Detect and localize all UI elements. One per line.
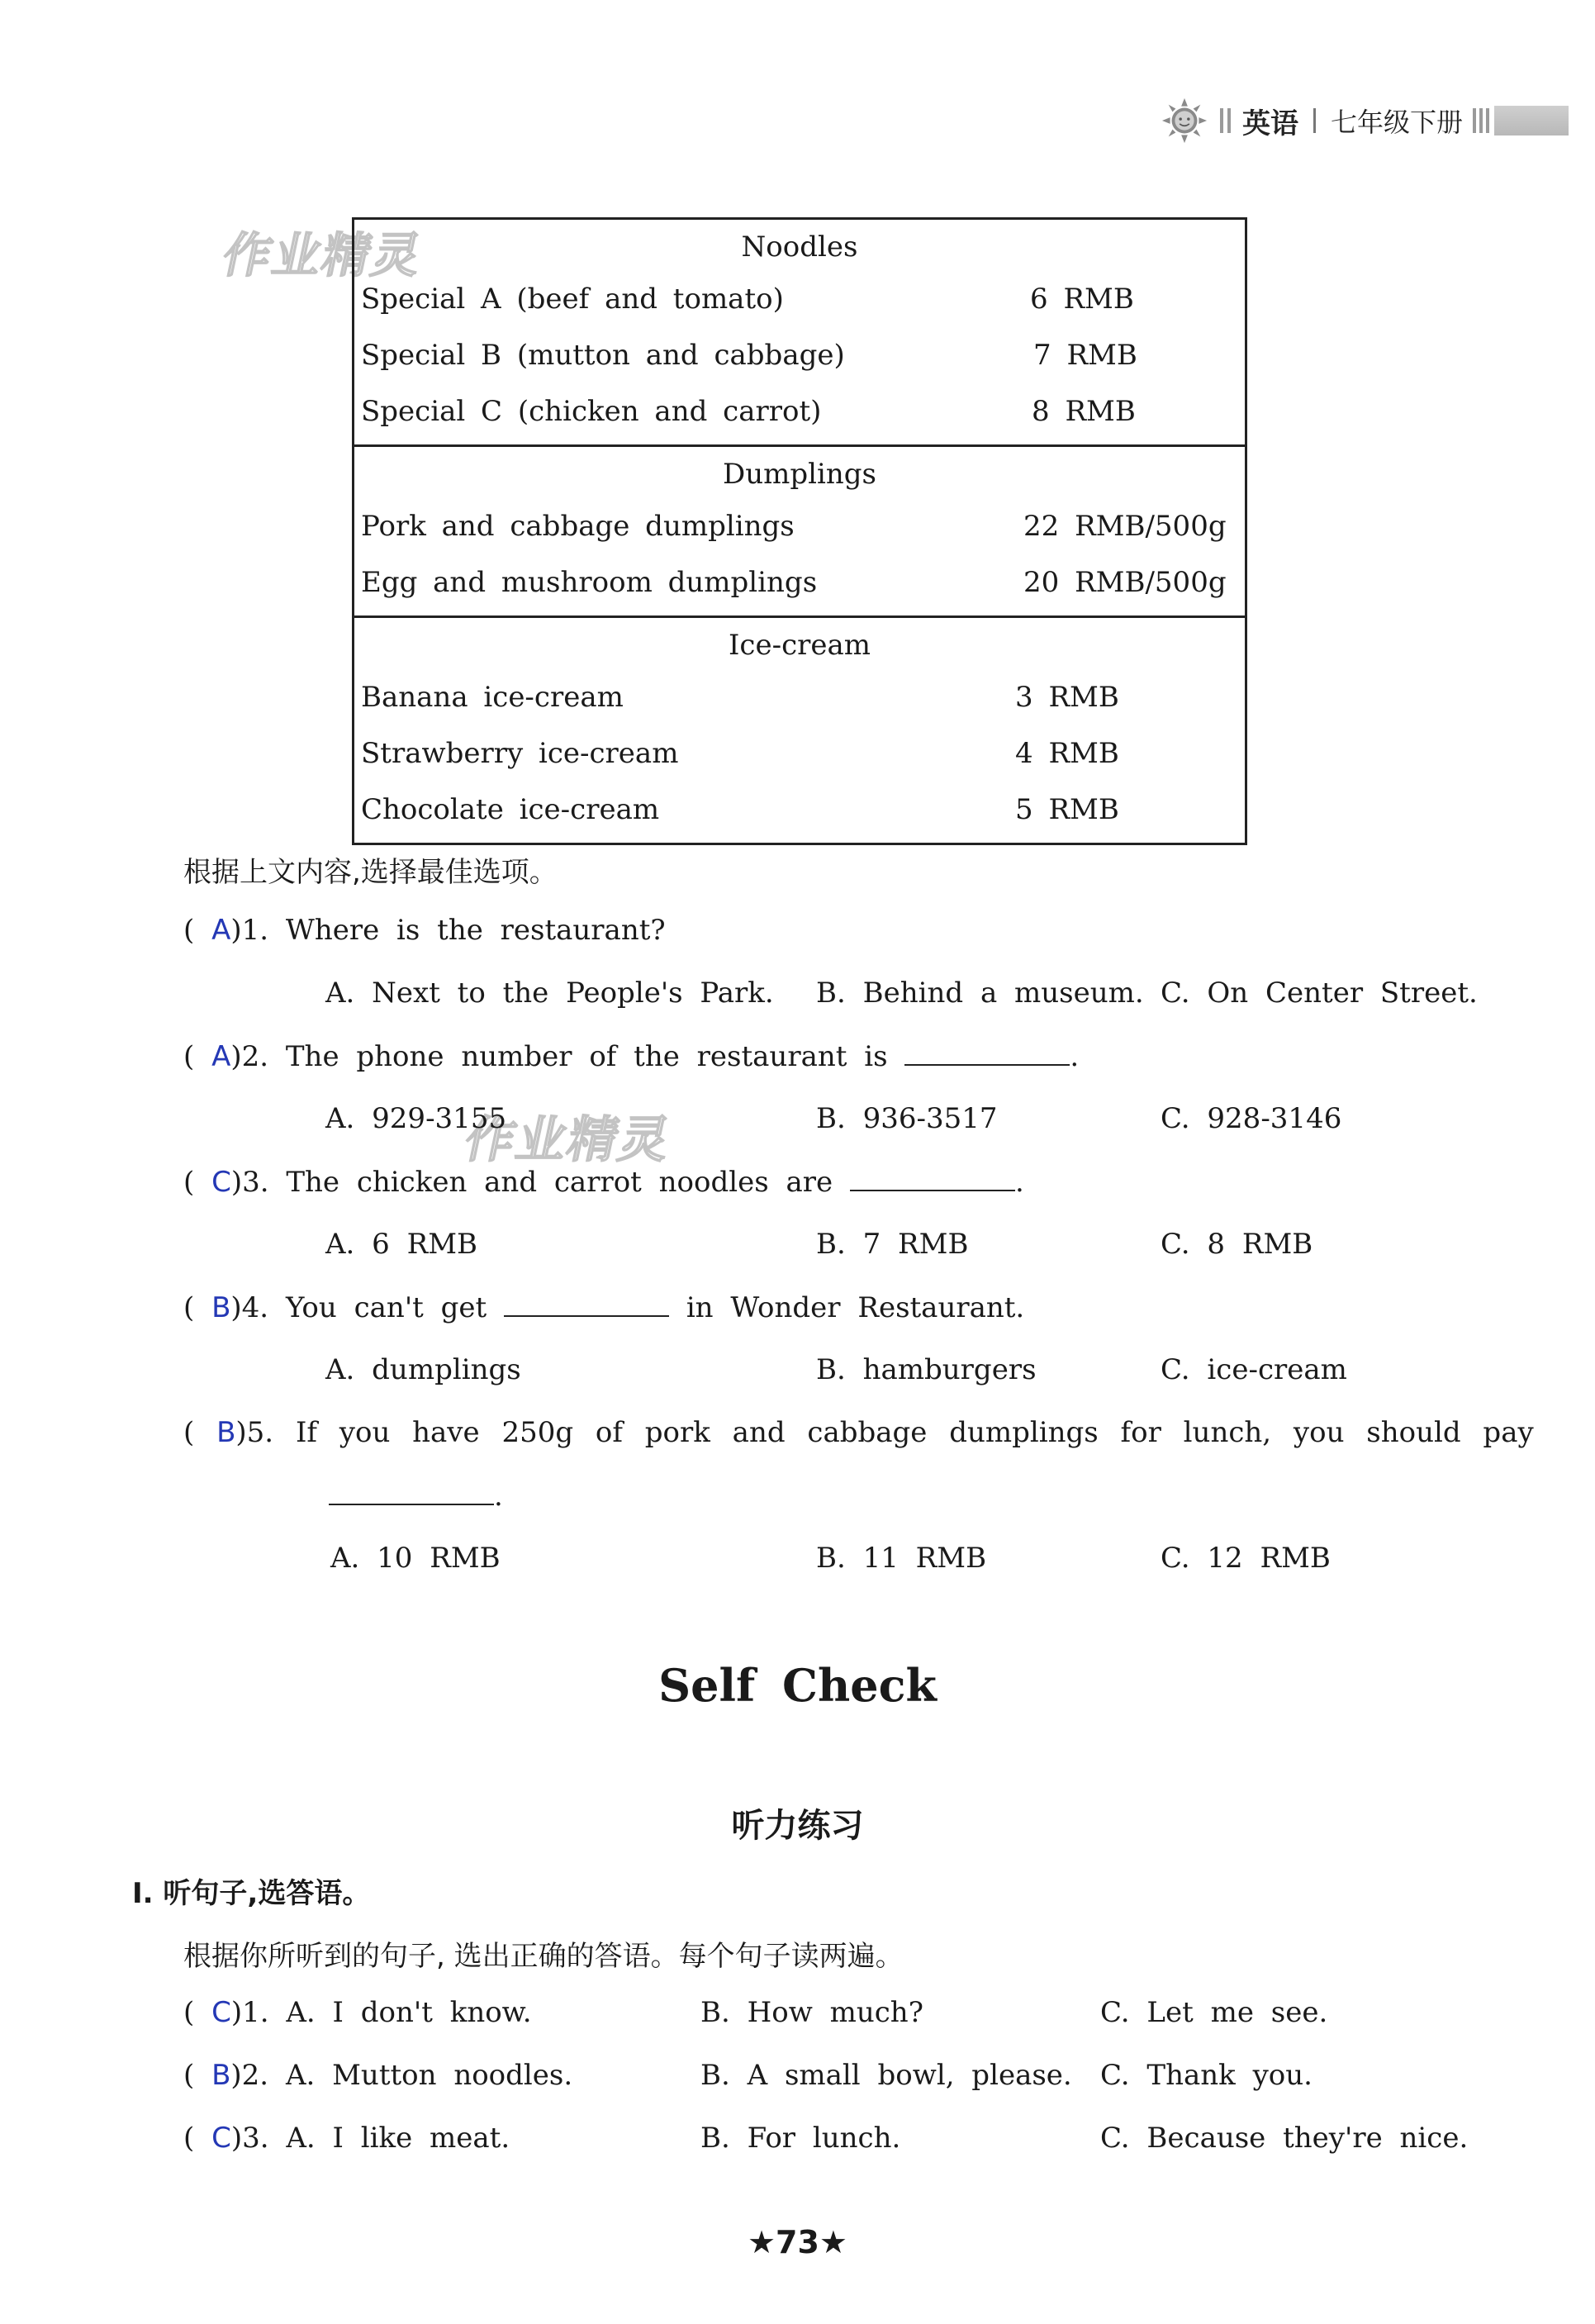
answer-mark: A: [211, 914, 231, 947]
paren-open: (: [183, 1996, 212, 2029]
stem-tail: .: [1070, 1040, 1080, 1073]
answer-mark: B: [211, 1291, 231, 1324]
paren-open: (: [183, 914, 212, 947]
menu-row: [354, 271, 1245, 327]
item-price: 6 RMB: [1030, 283, 1134, 316]
section-title: Dumplings: [722, 458, 877, 491]
menu-row: [354, 498, 1245, 554]
option-a: A. Next to the People's Park.: [325, 977, 774, 1010]
option-c: C. 12 RMB: [1161, 1542, 1331, 1575]
item-price: 22 RMB/500g: [1023, 510, 1227, 543]
item-price: 3 RMB: [1015, 681, 1119, 714]
header-divider: [1473, 108, 1489, 133]
question-stem: You can't get: [285, 1291, 487, 1324]
item-price: 7 RMB: [1033, 339, 1137, 372]
answer-mark: B: [216, 1416, 236, 1449]
option-b: B. 7 RMB: [816, 1228, 969, 1261]
menu-row: [354, 782, 1245, 838]
grade-label: 七年级下册: [1330, 107, 1463, 138]
option-a: A. 929-3155: [325, 1102, 507, 1135]
option-a: A. I don't know.: [286, 1996, 532, 2029]
paren-number: )1.: [230, 1996, 269, 2029]
item-name: Egg and mushroom dumplings: [361, 566, 818, 599]
answer-blank: [329, 1479, 494, 1505]
paren-number: )5.: [235, 1416, 274, 1449]
section-title: Noodles: [741, 230, 858, 264]
paren-open: (: [183, 1291, 212, 1324]
menu-row: [354, 554, 1245, 611]
page-header: [1161, 97, 1569, 144]
answer-mark: C: [211, 1996, 231, 2029]
subject-label: 英语: [1241, 107, 1298, 140]
answer-blank: [904, 1039, 1070, 1066]
item-price: 20 RMB/500g: [1023, 566, 1227, 599]
item-price: 5 RMB: [1015, 793, 1119, 826]
section-title: Ice-cream: [728, 629, 871, 662]
watermark: 作业精灵: [459, 1111, 677, 1169]
option-a: A. I like meat.: [286, 2122, 510, 2155]
watermark: 作业精灵: [217, 227, 429, 283]
listening-question-2: [183, 2059, 572, 2092]
paren-open: (: [183, 2122, 212, 2155]
option-b: B. hamburgers: [816, 1353, 1037, 1386]
paren-number: )1.: [230, 914, 269, 947]
listening-instruction: 根据你所听到的句子, 选出正确的答语。每个句子读两遍。: [183, 1940, 904, 1973]
item-name: Special C (chicken and carrot): [361, 395, 822, 428]
paren-number: )3.: [230, 1166, 269, 1199]
item-name: Strawberry ice-cream: [361, 737, 679, 770]
option-c: C. Let me see.: [1100, 1996, 1328, 2029]
item-name: Chocolate ice-cream: [361, 793, 660, 826]
menu-section-ice-cream: [354, 618, 1245, 843]
answer-blank: [850, 1165, 1015, 1191]
stem-tail: in Wonder Restaurant.: [686, 1291, 1025, 1324]
option-b: B. A small bowl, please.: [700, 2059, 1072, 2092]
paren-open: (: [183, 1166, 212, 1199]
answer-mark: B: [211, 2059, 231, 2092]
question-stem: If you have 250g of pork and cabbage dumplings for lunch, you should pay: [295, 1416, 1534, 1449]
question-4: [183, 1290, 1024, 1324]
header-divider: [1220, 108, 1231, 133]
listening-question-1: [183, 1996, 532, 2029]
menu-section-dumplings: [354, 447, 1245, 618]
option-c: C. Thank you.: [1100, 2059, 1313, 2092]
option-b: B. 11 RMB: [816, 1542, 987, 1575]
paren-number: )4.: [230, 1291, 269, 1324]
option-b: B. How much?: [700, 1996, 923, 2029]
menu-section-noodles: [354, 220, 1245, 447]
stem-tail: .: [1014, 1166, 1024, 1199]
header-separator: [1313, 108, 1316, 133]
menu-table: [352, 217, 1247, 845]
listening-practice-title: 听力练习: [731, 1807, 864, 1845]
paren-open: (: [183, 1416, 217, 1449]
item-name: Pork and cabbage dumplings: [361, 510, 795, 543]
option-a: A. 6 RMB: [325, 1228, 478, 1261]
question-2: [183, 1039, 1079, 1073]
option-a: A. 10 RMB: [330, 1542, 501, 1575]
item-price: 4 RMB: [1015, 737, 1119, 770]
option-a: A. dumplings: [325, 1353, 521, 1386]
listening-question-3: [183, 2122, 510, 2155]
item-name: Special B (mutton and cabbage): [361, 339, 845, 372]
reading-instruction: 根据上文内容,选择最佳选项。: [183, 856, 558, 889]
sun-icon: [1161, 97, 1208, 145]
item-name: Special A (beef and tomato): [361, 283, 784, 316]
question-5: [183, 1416, 1534, 1449]
answer-mark: C: [211, 2122, 231, 2155]
option-c: C. ice-cream: [1161, 1353, 1347, 1386]
paren-open: (: [183, 2059, 212, 2092]
option-c: C. On Center Street.: [1161, 977, 1478, 1010]
question-stem: The chicken and carrot noodles are: [286, 1166, 833, 1199]
option-b: B. 936-3517: [816, 1102, 998, 1135]
option-a: A. Mutton noodles.: [285, 2059, 573, 2092]
part-heading: Ⅰ. 听句子,选答语。: [132, 1877, 371, 1910]
paren-number: )3.: [230, 2122, 269, 2155]
header-bar: [1494, 106, 1569, 135]
stem-tail: .: [494, 1480, 503, 1513]
option-b: B. Behind a museum.: [816, 977, 1144, 1010]
item-name: Banana ice-cream: [361, 681, 624, 714]
menu-row: [354, 383, 1245, 440]
question-3: [183, 1165, 1024, 1199]
answer-blank: [504, 1290, 669, 1317]
menu-row: [354, 327, 1245, 383]
question-5-continuation: [329, 1479, 503, 1513]
paren-open: (: [183, 1040, 212, 1073]
option-c: C. 8 RMB: [1161, 1228, 1313, 1261]
section-title-self-check: Self Check: [658, 1659, 937, 1712]
paren-number: )2.: [230, 2059, 269, 2092]
question-stem: The phone number of the restaurant is: [285, 1040, 888, 1073]
option-c: C. Because they're nice.: [1100, 2122, 1469, 2155]
question-1: [183, 914, 666, 947]
menu-row: [354, 725, 1245, 782]
option-c: C. 928-3146: [1161, 1102, 1342, 1135]
option-b: B. For lunch.: [700, 2122, 901, 2155]
page-number: ★73★: [747, 2224, 847, 2260]
menu-row: [354, 669, 1245, 725]
answer-mark: A: [211, 1040, 231, 1073]
paren-number: )2.: [230, 1040, 269, 1073]
item-price: 8 RMB: [1032, 395, 1136, 428]
answer-mark: C: [211, 1166, 231, 1199]
question-stem: Where is the restaurant?: [285, 914, 666, 947]
